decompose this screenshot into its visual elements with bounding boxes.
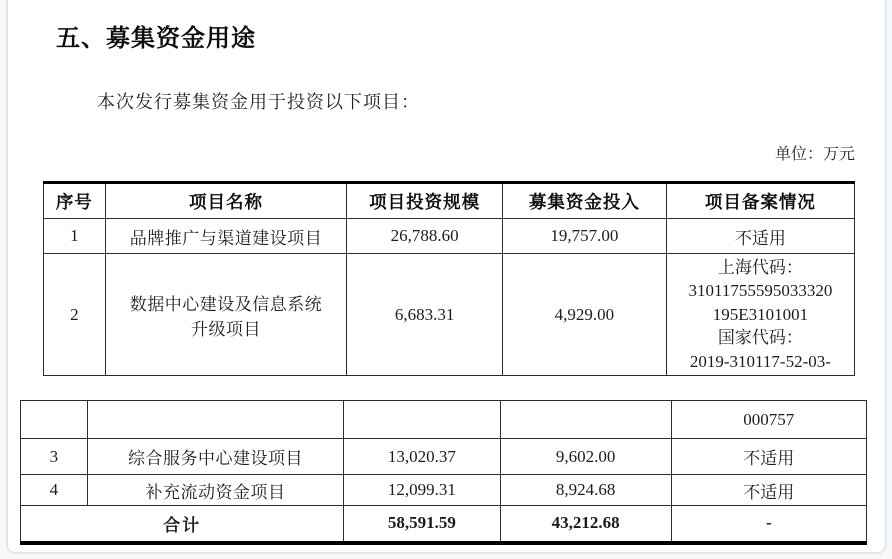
cell-filing-status: 不适用 [666, 219, 854, 254]
document-page [6, 0, 887, 554]
header-project-name: 项目名称 [105, 183, 347, 219]
table-row [21, 439, 867, 475]
fund-use-table-part2 [20, 400, 867, 545]
filing-code-line: 国家代码： [717, 328, 803, 348]
cell-raised: 8,924.68 [500, 475, 671, 506]
cell-project-name: 综合服务中心建设项目 [87, 439, 343, 475]
cell-empty [21, 401, 88, 439]
cell-filing-status: 不适用 [671, 439, 866, 475]
cell-raised: 9,602.00 [500, 439, 671, 475]
fund-use-table-part1 [43, 181, 855, 376]
cell-seq-no: 3 [21, 439, 88, 475]
intro-text: 本次发行募集资金用于投资以下项目： [97, 92, 420, 112]
cell-total-raised: 43,212.68 [500, 506, 671, 543]
cell-total-filing-status: - [671, 506, 866, 543]
cell-project-name: 品牌推广与渠道建设项目 [105, 219, 347, 254]
cell-investment: 6,683.31 [347, 254, 503, 376]
unit-label: 单位：万元 [774, 146, 855, 163]
cell-seq-no: 4 [21, 475, 88, 506]
table-row [44, 219, 855, 254]
cell-empty [87, 401, 343, 439]
cell-empty [344, 401, 501, 439]
cell-raised: 4,929.00 [503, 254, 667, 376]
table-row [44, 254, 855, 376]
table-header-row [44, 183, 855, 219]
header-investment-scale: 项目投资规模 [347, 183, 503, 219]
header-raised-funds: 募集资金投入 [503, 183, 667, 219]
cell-filing-codes [666, 254, 854, 376]
cell-project-name: 数据中心建设及信息系统升级项目 [105, 254, 347, 376]
cell-filing-code-continued: 000757 [671, 401, 866, 439]
continuation-row [21, 401, 867, 439]
cell-investment: 13,020.37 [344, 439, 501, 475]
cell-investment: 26,788.60 [347, 219, 503, 254]
cell-filing-status: 不适用 [671, 475, 866, 506]
cell-empty [500, 401, 671, 439]
cell-project-name: 补充流动资金项目 [87, 475, 343, 506]
table-row [21, 475, 867, 506]
header-filing-status: 项目备案情况 [666, 183, 854, 219]
header-seq-no: 序号 [44, 183, 106, 219]
cell-seq-no: 2 [44, 254, 106, 376]
cell-total-investment: 58,591.59 [344, 506, 501, 543]
section-title: 五、募集资金用途 [56, 25, 256, 52]
total-row [21, 506, 867, 543]
cell-seq-no: 1 [44, 219, 106, 254]
cell-investment: 12,099.31 [344, 475, 501, 506]
filing-code-line: 2019-310117-52-03- [689, 351, 831, 371]
filing-code-line: 195E3101001 [712, 304, 809, 324]
cell-raised: 19,757.00 [503, 219, 667, 254]
filing-code-line: 31011755595033320 [688, 281, 833, 301]
filing-code-line: 上海代码： [717, 257, 803, 277]
cell-total-label: 合计 [21, 506, 344, 543]
